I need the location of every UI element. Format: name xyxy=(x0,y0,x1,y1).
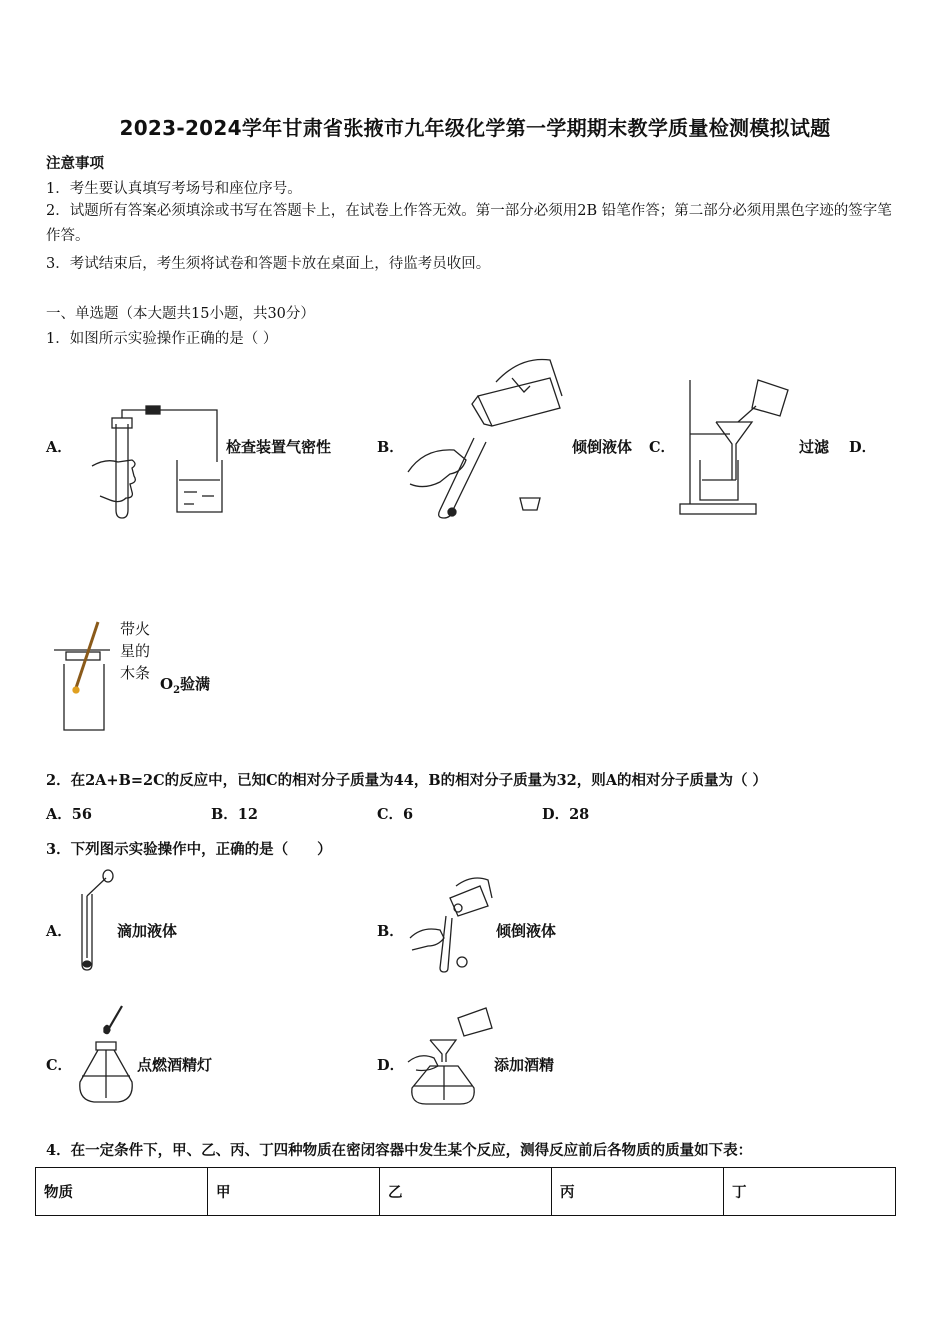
q1-option-c-letter: C． xyxy=(649,439,676,456)
section-heading: 一、单选题（本大题共15小题，共30分） xyxy=(46,306,315,322)
q1-option-d-caption-sub: 2 xyxy=(173,685,181,696)
notice-item-2: 2．试题所有答案必须填涂或书写在答题卡上，在试卷上作答无效。第一部分必须用2B 铅笔作答；第二部分必须用黑色字迹的签字笔作答。 xyxy=(46,203,892,244)
q3-figure-c-lighting-lamp xyxy=(74,1004,138,1108)
q1-figure-d-label-line-2: 星的 xyxy=(120,642,151,660)
question-2-stem: 2．在2A+B=2C的反应中，已知C的相对分子质量为44，B的相对分子质量为32，则A的相对分子质量为（ ） xyxy=(46,772,768,789)
q1-option-d-caption-prefix: O xyxy=(160,675,174,693)
q3-option-b-caption: 倾倒液体 xyxy=(496,922,557,940)
q3-option-c-caption: 点燃酒精灯 xyxy=(137,1056,213,1074)
question-3-stem: 3．下列图示实验操作中，正确的是（ ） xyxy=(46,841,332,858)
q2-option-a: A．56 xyxy=(46,806,92,823)
table-header-cell: 物质 xyxy=(36,1168,208,1216)
q1-figure-d-oxygen-test xyxy=(50,618,116,736)
q1-option-c-caption: 过滤 xyxy=(799,438,830,456)
q1-figure-d-label xyxy=(120,618,150,684)
q1-figure-a-airtightness xyxy=(72,400,227,520)
q3-figure-d-adding-alcohol xyxy=(404,1004,494,1108)
q1-option-a-caption: 检查装置气密性 xyxy=(226,438,332,456)
table-header-cell: 丁 xyxy=(724,1168,896,1216)
q1-option-b-caption: 倾倒液体 xyxy=(572,438,633,456)
page-title: 2023-2024学年甘肃省张掖市九年级化学第一学期期末教学质量检测模拟试题 xyxy=(119,116,831,140)
q1-option-d-letter: D． xyxy=(849,439,877,456)
table-row xyxy=(36,1168,896,1216)
table-header-cell: 丙 xyxy=(552,1168,724,1216)
q1-option-d-caption-text: 验满 xyxy=(180,675,211,693)
q3-option-a-caption: 滴加液体 xyxy=(117,922,178,940)
q2-option-d: D．28 xyxy=(542,806,590,823)
q1-figure-b-pouring xyxy=(400,352,570,522)
q3-option-a-letter: A． xyxy=(46,923,72,940)
notice-item-3: 3．考试结束后，考生须将试卷和答题卡放在桌面上，待监考员收回。 xyxy=(46,256,491,272)
q1-option-d-caption xyxy=(160,673,210,696)
q1-option-b-letter: B． xyxy=(377,439,404,456)
q1-figure-d-label-line-1: 带火 xyxy=(120,620,151,638)
q2-option-c: C．6 xyxy=(377,806,414,823)
notice-item-1: 1．考生要认真填写考场号和座位序号。 xyxy=(46,181,302,197)
q1-figure-d-label-line-3: 木条 xyxy=(120,664,151,682)
q3-option-b-letter: B． xyxy=(377,923,404,940)
q3-option-d-caption: 添加酒精 xyxy=(494,1056,555,1074)
question-1-stem: 1．如图所示实验操作正确的是（ ） xyxy=(46,331,278,347)
q1-option-a-letter: A． xyxy=(46,439,72,456)
question-4-stem: 4．在一定条件下，甲、乙、丙、丁四种物质在密闭容器中发生某个反应，测得反应前后各物质的质量如下表： xyxy=(46,1142,753,1159)
q2-option-b: B．12 xyxy=(211,806,258,823)
notice-heading: 注意事项 xyxy=(46,155,104,172)
q4-table xyxy=(35,1167,896,1216)
table-header-cell: 乙 xyxy=(380,1168,552,1216)
q3-figure-a-dropping xyxy=(72,868,116,974)
q3-option-d-letter: D． xyxy=(377,1057,405,1074)
q1-figure-c-filtering xyxy=(672,372,802,522)
q3-option-c-letter: C． xyxy=(46,1057,73,1074)
table-header-cell: 甲 xyxy=(208,1168,380,1216)
q3-figure-b-pouring xyxy=(406,872,494,976)
